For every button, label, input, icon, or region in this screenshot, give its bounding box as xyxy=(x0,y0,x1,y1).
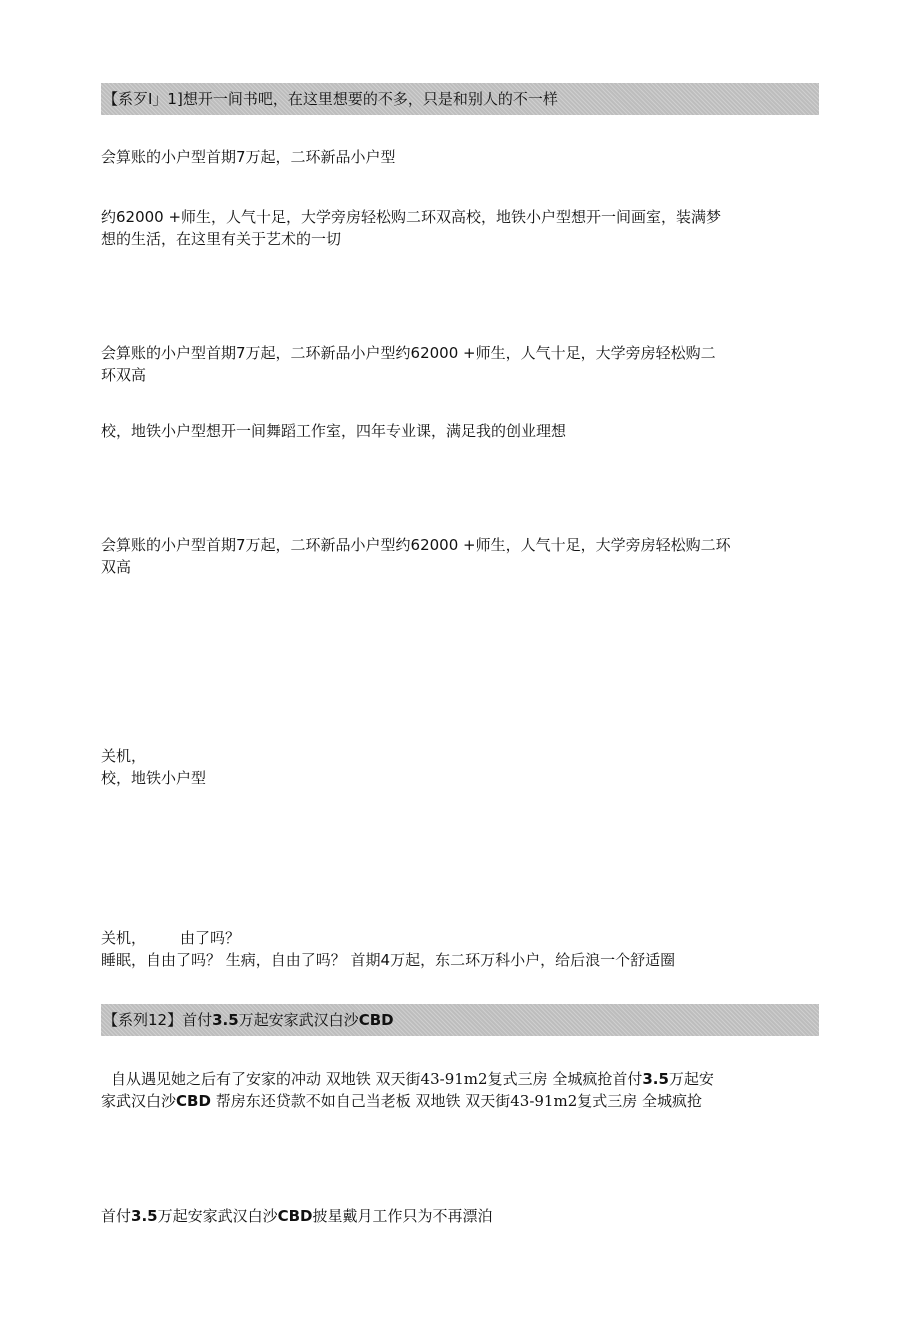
text-line: 环双高 xyxy=(101,366,147,384)
text-line: 关机， xyxy=(101,747,147,765)
section-header-series-12 xyxy=(101,1004,819,1036)
text-fragment: 万起安家武汉白沙 xyxy=(157,1207,278,1225)
paragraph xyxy=(101,745,819,789)
text-line: 睡眠，自由了吗？ 生病，自由了吗？ 首期4万起，东二环万科小户，给后浪一个舒适圈 xyxy=(101,951,676,969)
text-line: 会算账的小户型首期7万起，二环新品小户型约62000 +师生，人气十足，大学旁房轻松购二 xyxy=(101,344,716,362)
section-header-text: 万起安家武汉白沙 xyxy=(238,1011,359,1029)
text-fragment: 3.5 xyxy=(131,1207,158,1225)
text-line: 约62000 +师生，人气十足，大学旁房轻松购二环双高校，地铁小户型想开一间画室，装满梦 xyxy=(101,208,722,226)
text-fragment: 3.5 xyxy=(642,1070,669,1088)
text-line: 想的生活，在这里有关于艺术的一切 xyxy=(101,230,342,248)
text-fragment: 自从遇见她之后有了安家的冲动 双地铁 双天街 xyxy=(111,1070,421,1088)
paragraph xyxy=(101,1205,819,1227)
text-fragment: 家武汉白沙 xyxy=(101,1092,177,1110)
text-fragment: 由了吗？ xyxy=(180,929,241,947)
text-fragment: CBD xyxy=(176,1092,211,1110)
paragraph xyxy=(101,534,819,578)
text-line: 会算账的小户型首期7万起，二环新品小户型约62000 +师生，人气十足，大学旁房轻松购二环 xyxy=(101,536,731,554)
text-line xyxy=(101,1068,819,1090)
text-fragment: 首付 xyxy=(101,1207,132,1225)
text-fragment: 43-91m2 xyxy=(510,1092,578,1110)
text-line xyxy=(101,1205,819,1227)
text-line: 校，地铁小户型 xyxy=(101,769,207,787)
paragraph xyxy=(101,1068,819,1112)
paragraph xyxy=(101,146,819,168)
paragraph xyxy=(101,927,819,971)
section-header-text: 【系歹I」1]想开一间书吧，在这里想要的不多，只是和别人的不一样 xyxy=(103,90,558,108)
section-header-series-11 xyxy=(101,83,819,115)
paragraph xyxy=(101,206,819,250)
text-fragment: 43-91m2 xyxy=(420,1070,488,1088)
paragraph xyxy=(101,342,819,386)
text-fragment: 披星戴月工作只为不再漂泊 xyxy=(312,1207,493,1225)
text-fragment: CBD xyxy=(277,1207,313,1225)
paragraph xyxy=(101,420,819,442)
text-line: 校，地铁小户型想开一间舞蹈工作室，四年专业课，满足我的创业理想 xyxy=(101,422,567,440)
text-line xyxy=(101,1090,819,1112)
text-fragment: 关机， xyxy=(101,929,147,947)
text-line xyxy=(101,927,819,949)
text-fragment: 复式三房 全城疯抢 xyxy=(577,1092,703,1110)
text-line: 双高 xyxy=(101,558,132,576)
section-header-text: 【系列12】首付 xyxy=(103,1011,213,1029)
section-header-text: 3.5 xyxy=(212,1011,239,1029)
section-header-text: CBD xyxy=(358,1011,394,1029)
text-fragment: 复式三房 全城疯抢首付 xyxy=(487,1070,643,1088)
text-fragment: 万起安 xyxy=(668,1070,714,1088)
text-line: 会算账的小户型首期7万起，二环新品小户型 xyxy=(101,148,396,166)
text-fragment: 帮房东还贷款不如自己当老板 双地铁 双天街 xyxy=(210,1092,511,1110)
